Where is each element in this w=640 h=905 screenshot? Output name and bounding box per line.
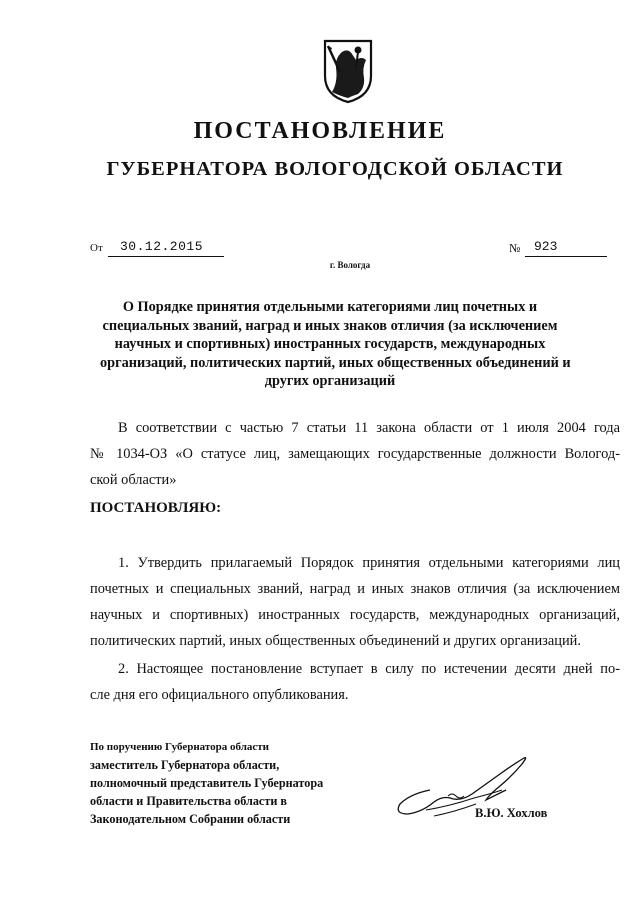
paragraph-line: 2. Настоящее постановление вступает в силу по истечении десяти дней по-: [118, 661, 620, 677]
signatory-line: полномочный представитель Губернатора: [90, 776, 324, 790]
signatory-position: [90, 738, 323, 828]
signatory-name: В.Ю. Хохлов: [475, 806, 548, 820]
date-label: От: [90, 242, 103, 254]
document-date: 30.12.2015: [120, 239, 204, 254]
paragraph-line: научных и спортивных) иностранных государств, международных организаций,: [90, 607, 620, 623]
city-name: г. Вологда: [329, 260, 371, 270]
subject-line: специальных званий, наград и иных знаков отличия (за исключением: [102, 317, 558, 334]
document-subject: [100, 298, 571, 391]
paragraph-line: 1. Утвердить прилагаемый Порядок принятия отдельными категориями лиц: [118, 555, 620, 571]
subject-line: других организаций: [264, 373, 396, 389]
paragraph-line: ской области»: [90, 472, 177, 488]
legal-basis-paragraph: [90, 415, 620, 493]
signatory-line: области и Правительства области в: [90, 794, 287, 808]
subject-line: научных и спортивных) иностранных государств, международных: [114, 336, 546, 352]
document-issuer: ГУБЕРНАТОРА ВОЛОГОДСКОЙ ОБЛАСТИ: [106, 158, 564, 180]
paragraph-line: политических партий, иных общественных объединений и других организаций.: [90, 633, 581, 649]
signatory-line: По поручению Губернатора области: [90, 741, 270, 753]
subject-line: О Порядке принятия отдельными категориями лиц почетных и: [122, 299, 538, 315]
number-label: №: [509, 241, 521, 255]
decree-heading: ПОСТАНОВЛЯЮ:: [90, 500, 222, 516]
signatory-line: Законодательном Собрании области: [90, 812, 291, 826]
document-number: 923: [534, 239, 558, 254]
paragraph-line: № 1034-ОЗ «О статусе лиц, замещающих государственные должности Вологод-: [90, 446, 620, 462]
signatory-line: заместитель Губернатора области,: [90, 758, 280, 772]
document-title: ПОСТАНОВЛЕНИЕ: [193, 118, 447, 144]
decree-item-2: [90, 656, 620, 708]
paragraph-line: почетных и специальных званий, наград и иных знаков отличия (за исключением: [90, 581, 620, 597]
coat-of-arms-icon: [322, 38, 374, 104]
subject-line: организаций, политических партий, иных общественных объединений и: [100, 354, 571, 371]
paragraph-line: В соответствии с частью 7 статьи 11 закона области от 1 июля 2004 года: [118, 420, 620, 436]
paragraph-line: сле дня его официального опубликования.: [90, 687, 349, 703]
decree-item-1: [90, 550, 620, 654]
